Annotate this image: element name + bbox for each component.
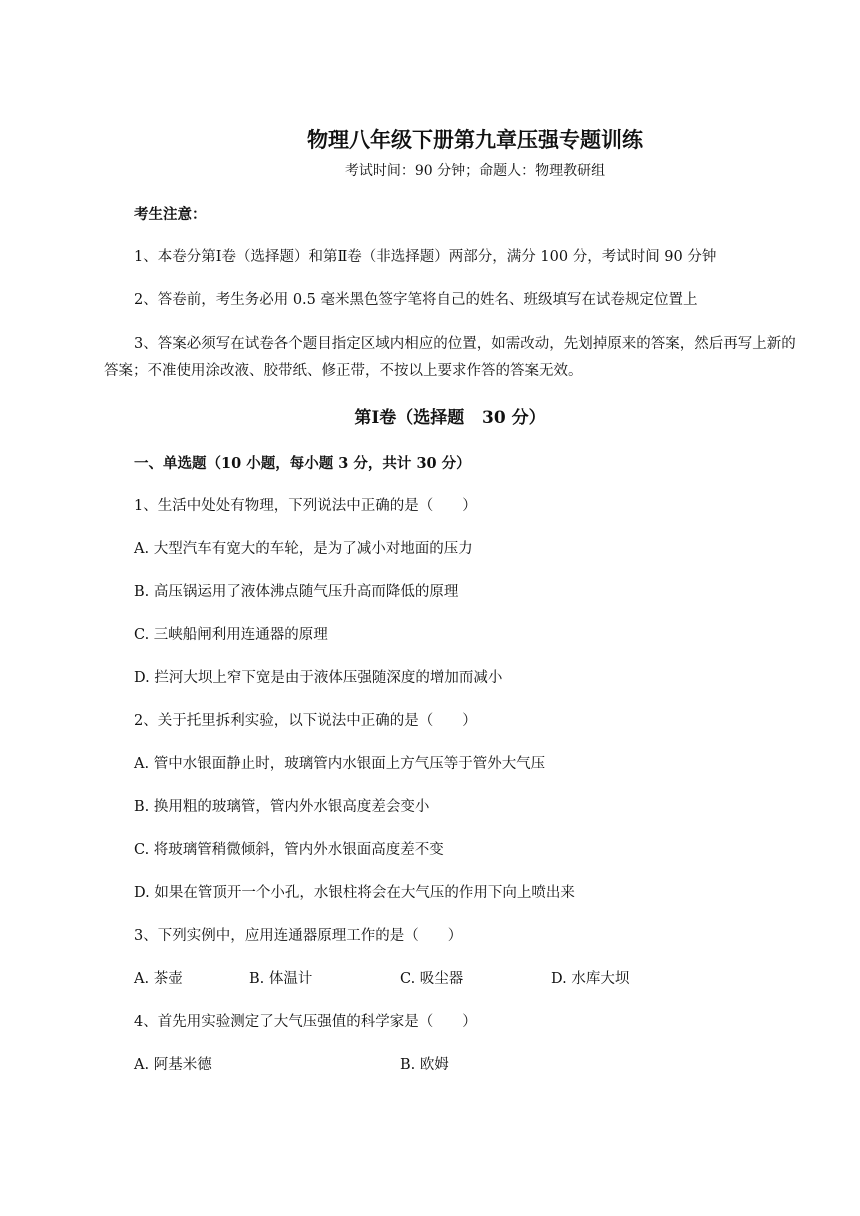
question-4-option-b: B. 欧姆 <box>400 1057 449 1073</box>
question-2-option-c: C. 将玻璃管稍微倾斜，管内外水银面高度差不变 <box>134 842 444 858</box>
question-1-option-c: C. 三峡船闸利用连通器的原理 <box>134 627 328 643</box>
question-3-stem: 3、下列实例中，应用连通器原理工作的是（ ） <box>134 928 463 944</box>
question-3-option-b: B. 体温计 <box>249 971 313 987</box>
question-4-stem: 4、首先用实验测定了大气压强值的科学家是（ ） <box>134 1014 477 1030</box>
question-3-option-d: D. 水库大坝 <box>551 971 630 987</box>
notice-item-1: 1、本卷分第Ⅰ卷（选择题）和第Ⅱ卷（非选择题）两部分，满分 100 分，考试时间 90 分钟 <box>134 249 717 265</box>
notice-item-3: 3、答案必须写在试卷各个题目指定区域内相应的位置，如需改动，先划掉原来的答案，然后再写上新的答案；不准使用涂改液、胶带纸、修正带，不按以上要求作答的答案无效。 <box>104 336 796 379</box>
question-1-option-a: A. 大型汽车有宽大的车轮，是为了减小对地面的压力 <box>134 541 473 557</box>
question-3-option-c: C. 吸尘器 <box>400 971 464 987</box>
question-4-option-a: A. 阿基米德 <box>134 1057 212 1073</box>
notice-heading: 考生注意： <box>134 206 207 223</box>
question-2-option-a: A. 管中水银面静止时，玻璃管内水银面上方气压等于管外大气压 <box>134 756 546 772</box>
question-2-option-b: B. 换用粗的玻璃管，管内外水银高度差会变小 <box>134 799 430 815</box>
page-title: 物理八年级下册第九章压强专题训练 <box>307 127 643 152</box>
notice-item-2: 2、答卷前，考生务必用 0.5 毫米黑色签字笔将自己的姓名、班级填写在试卷规定位置上 <box>134 292 698 308</box>
question-2-option-d: D. 如果在管顶开一个小孔，水银柱将会在大气压的作用下向上喷出来 <box>134 885 575 901</box>
question-1-option-b: B. 高压锅运用了液体沸点随气压升高而降低的原理 <box>134 584 459 600</box>
exam-info: 考试时间：90 分钟；命题人：物理教研组 <box>344 163 606 179</box>
section-title: 第Ⅰ卷（选择题 30 分） <box>354 408 546 428</box>
part-heading: 一、单选题（10 小题，每小题 3 分，共计 30 分） <box>134 455 471 472</box>
question-3-option-a: A. 茶壶 <box>134 971 183 987</box>
question-2-stem: 2、关于托里拆利实验，以下说法中正确的是（ ） <box>134 713 477 729</box>
question-1-option-d: D. 拦河大坝上窄下宽是由于液体压强随深度的增加而减小 <box>134 670 503 686</box>
question-1-stem: 1、生活中处处有物理，下列说法中正确的是（ ） <box>134 498 477 514</box>
